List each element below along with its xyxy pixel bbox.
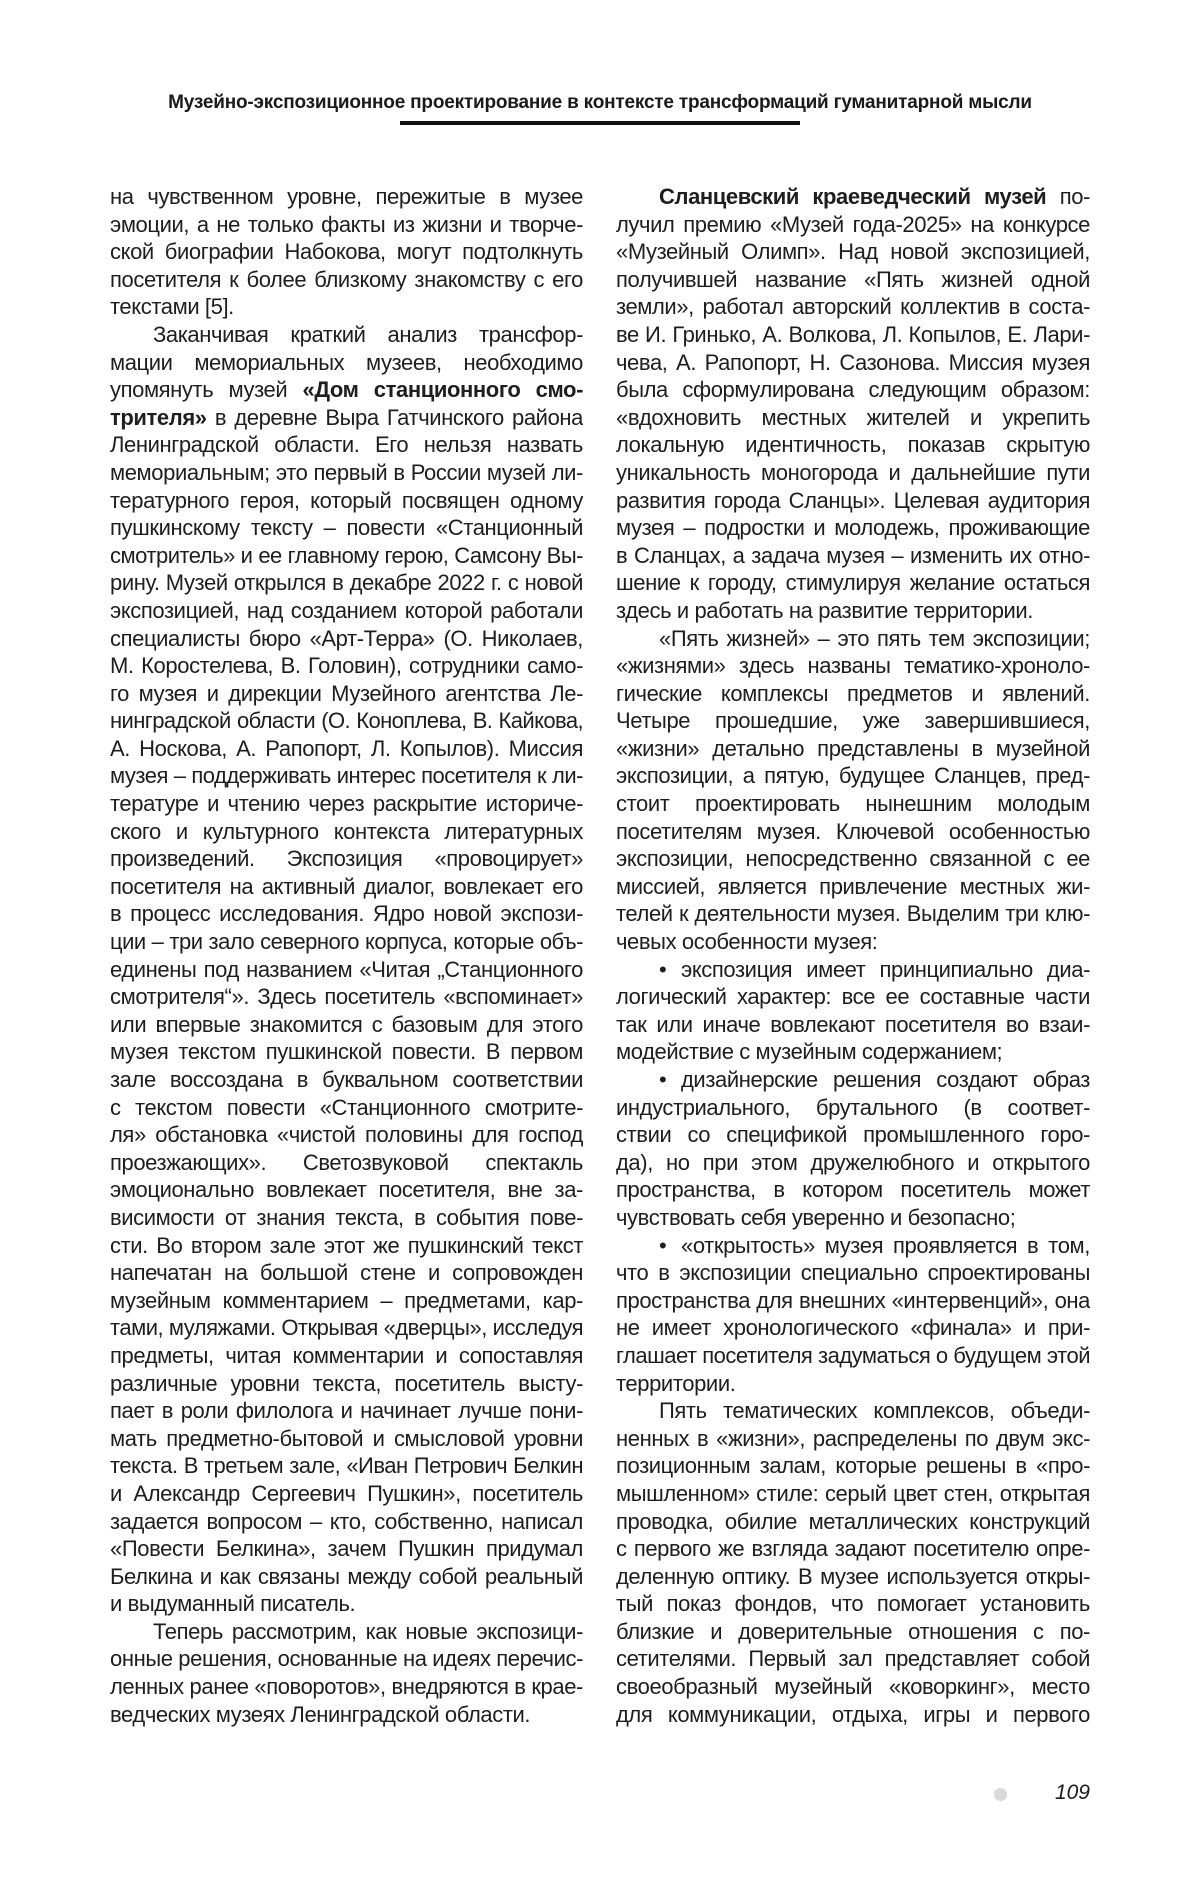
text-line: [616, 1563, 1090, 1591]
line-text: да), но при этом дружелюбного и открытого: [616, 1149, 1090, 1175]
text-line: [616, 211, 1090, 239]
line-text: миссией, является привлечение местных жи-: [616, 873, 1090, 899]
line-text: в процесс исследования. Ядро новой экспози-: [110, 901, 583, 927]
text-line: [616, 459, 1090, 487]
line-text: музея текстом пушкинской повести. В первом: [110, 1039, 583, 1065]
line-text: «вдохновить местных жителей и укрепить: [616, 404, 1090, 430]
line-text: ции – три зало северного корпуса, которые объ-: [110, 929, 583, 955]
text-line: [616, 487, 1090, 515]
running-head: Музейно-экспозиционное проектирование в контексте трансформаций гуманитарной мысли: [168, 92, 1032, 113]
text-line: [110, 487, 583, 515]
text-line: [110, 321, 583, 349]
text-line: [616, 1701, 1090, 1729]
text-line: [110, 1563, 583, 1591]
text-line: [616, 1673, 1090, 1701]
text-line: [616, 1038, 1090, 1066]
line-text: посетителям музея. Ключевой особенностью: [616, 818, 1090, 844]
line-text: индустриального, брутального (в соответ-: [616, 1094, 1090, 1120]
line-text: различные уровни текста, посетитель высту-: [110, 1370, 583, 1396]
line-text: музейным комментарием – предметами, кар-: [110, 1287, 583, 1313]
line-text: Ленинградской области. Его нельзя назвать: [110, 432, 583, 458]
line-text: смотритель» и ее главному герою, Самсону Вы-: [110, 542, 583, 568]
text-line: [616, 762, 1090, 790]
line-text: территории.: [616, 1370, 736, 1396]
bullet-marker: •: [659, 1232, 667, 1258]
text-line: [616, 431, 1090, 459]
bullet-marker: •: [659, 1067, 667, 1092]
line-text: ведческих музеях Ленинградской области.: [110, 1701, 531, 1727]
header-rule: [400, 121, 800, 125]
text-line: [110, 1452, 583, 1480]
text-line: [110, 818, 583, 846]
bullet-marker: •: [659, 956, 667, 982]
line-text: музея – подростки и молодежь, проживающие: [616, 515, 1090, 541]
line-text: упомянуть музей: [110, 377, 303, 403]
text-line: [110, 1535, 583, 1563]
line-text: модействие с музейным содержанием;: [616, 1039, 1003, 1065]
text-line: [110, 266, 583, 294]
line-text: мации мемориальных музеев, необходимо: [110, 349, 583, 375]
line-text: Заканчивая краткий анализ трансфор-: [153, 321, 583, 347]
text-line: [616, 542, 1090, 570]
text-line: [616, 1508, 1090, 1536]
text-line: [110, 569, 583, 597]
line-text: М. Коростелева, В. Головин), сотрудники само-: [110, 653, 583, 679]
bold-text: трителя»: [110, 404, 207, 430]
text-line: [110, 1204, 583, 1232]
text-line: [616, 376, 1090, 404]
text-line: [110, 1038, 583, 1066]
line-text: сетителями. Первый зал представляет собой: [616, 1646, 1090, 1672]
line-text: по-: [1046, 184, 1090, 209]
line-text: единены под названием «Читая „Станционного: [110, 956, 583, 982]
text-line: [616, 1287, 1090, 1315]
line-text: эмоции, а не только факты из жизни и творче-: [110, 211, 583, 237]
line-text: уникальность моногорода и дальнейшие пути: [616, 459, 1090, 485]
line-text: музея – поддерживать интерес посетителя к ли-: [110, 763, 583, 789]
line-text: «Пять жизней» – это пять тем экспозиции;: [659, 625, 1090, 651]
line-text: тературе и чтению через раскрытие историче-: [110, 791, 583, 817]
line-text: напечатан на большой стене и сопровожден: [110, 1260, 583, 1286]
text-line: [616, 1204, 1090, 1232]
line-text: своеобразный музейный «коворкинг», место: [616, 1674, 1090, 1700]
text-line: [110, 1066, 583, 1094]
text-line: [616, 1370, 1090, 1398]
text-line: [110, 1314, 583, 1342]
text-line: [616, 1149, 1090, 1177]
line-text: проводка, обилие металлических конструкций: [616, 1508, 1090, 1534]
text-line: [616, 266, 1090, 294]
text-line: [616, 1535, 1090, 1563]
line-text: ве И. Гринько, А. Волкова, Л. Копылов, Е. Лари-: [616, 321, 1090, 347]
text-line: [616, 845, 1090, 873]
text-line: [110, 762, 583, 790]
text-line: [616, 293, 1090, 321]
line-text: телей к деятельности музея. Выделим три клю-: [616, 901, 1090, 927]
line-text: чева, А. Рапопорт, Н. Сазонова. Миссия музея: [616, 349, 1090, 375]
line-text: экспозиции, а пятую, будущее Сланцев, пред-: [616, 763, 1090, 789]
text-line: [110, 349, 583, 377]
line-text: посетителя на активный диалог, вовлекает его: [110, 873, 583, 899]
line-text: пространства для внешних «интервенций», она: [616, 1287, 1090, 1313]
text-line: [110, 1342, 583, 1370]
text-line: [110, 735, 583, 763]
text-line: [110, 1011, 583, 1039]
text-line: [616, 707, 1090, 735]
line-text: с первого же взгляда задают посетителю опре-: [616, 1536, 1090, 1562]
line-text: что в экспозиции специально спроектированы: [616, 1260, 1090, 1286]
line-text: пространства, в котором посетитель может: [616, 1177, 1090, 1203]
text-line: [616, 873, 1090, 901]
line-text: висимости от знания текста, в события пове-: [110, 1204, 583, 1230]
text-line: [110, 790, 583, 818]
text-line: [110, 597, 583, 625]
line-text: не имеет хронологического «финала» и при-: [616, 1315, 1090, 1341]
line-text: смотрителя“». Здесь посетитель «вспоминает»: [110, 984, 583, 1010]
text-line: [110, 211, 583, 239]
text-line: [616, 900, 1090, 928]
line-text: тературного героя, который посвящен одному: [110, 487, 583, 513]
line-text: ской биографии Набокова, могут подтолкнуть: [110, 239, 583, 265]
text-line: [110, 1397, 583, 1425]
text-line: [616, 1590, 1090, 1618]
line-text: ствии со спецификой промышленного горо-: [616, 1122, 1090, 1148]
text-line: [110, 873, 583, 901]
text-line: [616, 514, 1090, 542]
line-text: Четыре прошедшие, уже завершившиеся,: [616, 708, 1090, 734]
text-line: [616, 1011, 1090, 1039]
line-text: чувствовать себя уверенно и безопасно;: [616, 1204, 1016, 1230]
line-text: и выдуманный писатель.: [110, 1591, 356, 1617]
line-text: с текстом повести «Станционного смотрите-: [110, 1094, 583, 1120]
text-line: [110, 183, 583, 211]
line-text: в Сланцах, а задача музея – изменить их отно-: [616, 542, 1090, 568]
line-text: «открытость» музея проявляется в том,: [681, 1232, 1090, 1258]
line-text: Пять тематических комплексов, объеди-: [659, 1398, 1090, 1424]
line-text: эмоционально вовлекает посетителя, вне за-: [110, 1177, 583, 1203]
text-line: [616, 1452, 1090, 1480]
text-line: [616, 238, 1090, 266]
text-line: [616, 1480, 1090, 1508]
line-text: гические комплексы предметов и явлений.: [616, 680, 1090, 706]
text-line: [616, 1094, 1090, 1122]
line-text: стоит проектировать нынешним молодым: [616, 791, 1090, 817]
line-text: для коммуникации, отдыха, игры и первого: [616, 1701, 1090, 1727]
line-text: сти. Во втором зале этот же пушкинский текст: [110, 1232, 583, 1258]
text-line: [110, 1508, 583, 1536]
line-text: экспозиция имеет принципиально диа-: [681, 956, 1090, 982]
text-line: [110, 376, 583, 404]
text-line: [110, 1232, 583, 1260]
text-line: [110, 625, 583, 653]
line-text: Теперь рассмотрим, как новые экспозици-: [153, 1618, 583, 1644]
line-text: нинградской области (О. Коноплева, В. Кайкова,: [110, 708, 583, 734]
line-text: рину. Музей открылся в декабре 2022 г. с новой: [110, 570, 583, 596]
line-text: в деревне Выра Гатчинского района: [206, 404, 583, 430]
text-line: [616, 321, 1090, 349]
line-text: была сформулирована следующим образом:: [616, 377, 1090, 403]
line-text: го музея и дирекции Музейного агентства Ле-: [110, 680, 583, 706]
line-text: экспозиции, непосредственно связанной с ее: [616, 846, 1090, 872]
text-line: [110, 983, 583, 1011]
line-text: «жизни» детально представлены в музейной: [616, 735, 1090, 761]
line-text: здесь и работать на развитие территории.: [616, 597, 1034, 623]
text-line: [110, 1094, 583, 1122]
text-line: [110, 1287, 583, 1315]
page-number: 109: [1054, 1781, 1090, 1804]
text-line: [110, 680, 583, 708]
line-text: текста. В третьем зале, «Иван Петрович Белкин: [110, 1453, 583, 1479]
text-line: [616, 928, 1090, 956]
text-line: [110, 293, 583, 321]
text-line: [110, 431, 583, 459]
line-text: деленную оптику. В музее используется откры-: [616, 1563, 1090, 1589]
text-line: [110, 1121, 583, 1149]
text-line: [110, 1618, 583, 1646]
text-line: [616, 790, 1090, 818]
left-column: [110, 183, 583, 1728]
text-line: [616, 183, 1090, 211]
line-text: ля» обстановка «чистой половины для господ: [110, 1122, 583, 1148]
line-text: и Александр Сергеевич Пушкин», посетитель: [110, 1480, 583, 1506]
text-line: [110, 1701, 583, 1729]
line-text: мышленном» стиле: серый цвет стен, открытая: [616, 1480, 1090, 1506]
text-line: [110, 542, 583, 570]
text-line: [616, 652, 1090, 680]
text-line: [616, 983, 1090, 1011]
line-text: пушкинскому тексту – повести «Станционный: [110, 515, 583, 541]
text-line: [616, 1176, 1090, 1204]
text-line: [616, 1066, 1090, 1094]
text-line: [616, 349, 1090, 377]
line-text: земли», работал авторский коллектив в соста-: [616, 294, 1090, 320]
text-line: [110, 459, 583, 487]
line-text: посетителя к более близкому знакомству с его: [110, 266, 583, 292]
text-line: [616, 956, 1090, 984]
text-line: [616, 1425, 1090, 1453]
line-text: логический характер: все ее составные части: [616, 984, 1090, 1010]
line-text: дизайнерские решения создают образ: [681, 1067, 1090, 1092]
line-text: ленных ранее «поворотов», внедряются в крае-: [110, 1674, 583, 1700]
right-column: [616, 183, 1090, 1728]
line-text: локальную идентичность, показав скрытую: [616, 432, 1090, 458]
text-line: [616, 597, 1090, 625]
line-text: мемориальным; это первый в России музей ли-: [110, 459, 583, 485]
text-line: [110, 1480, 583, 1508]
line-text: А. Носкова, А. Рапопорт, Л. Копылов). Миссия: [110, 735, 583, 761]
text-line: [616, 1618, 1090, 1646]
text-line: [616, 404, 1090, 432]
line-text: «Музейный Олимп». Над новой экспозицией,: [616, 239, 1090, 265]
line-text: мать предметно-бытовой и смысловой уровни: [110, 1425, 583, 1451]
line-text: близкие и доверительные отношения с по-: [616, 1618, 1090, 1644]
text-line: [110, 707, 583, 735]
text-line: [110, 845, 583, 873]
line-text: тый показ фондов, что помогает установить: [616, 1591, 1090, 1617]
line-text: лучил премию «Музей года-2025» на конкурсе: [616, 211, 1090, 237]
line-text: Белкина и как связаны между собой реальный: [110, 1563, 583, 1589]
text-line: [110, 238, 583, 266]
text-line: [110, 1590, 583, 1618]
text-line: [616, 735, 1090, 763]
bold-text: «Дом станционного смо-: [302, 377, 583, 403]
text-line: [110, 514, 583, 542]
text-line: [110, 1425, 583, 1453]
text-line: [616, 1314, 1090, 1342]
text-line: [616, 1397, 1090, 1425]
page-dot-ornament: [994, 1788, 1007, 1801]
line-text: «Повести Белкина», зачем Пушкин придумал: [110, 1536, 583, 1562]
line-text: произведений. Экспозиция «провоцирует»: [110, 846, 583, 872]
text-line: [110, 1259, 583, 1287]
line-text: или впервые знакомится с базовым для этого: [110, 1011, 583, 1037]
line-text: тами, муляжами. Открывая «дверцы», исследуя: [110, 1315, 583, 1341]
text-line: [616, 1259, 1090, 1287]
text-line: [110, 1149, 583, 1177]
text-line: [110, 652, 583, 680]
line-text: специалисты бюро «Арт-Терра» (О. Николаев,: [110, 625, 583, 651]
text-line: [110, 1176, 583, 1204]
text-line: [616, 1121, 1090, 1149]
line-text: зале воссоздана в буквальном соответствии: [110, 1067, 583, 1092]
line-text: позиционным залам, которые решены в «про-: [616, 1453, 1090, 1479]
text-line: [616, 1342, 1090, 1370]
text-line: [110, 900, 583, 928]
line-text: предметы, читая комментарии и сопоставляя: [110, 1342, 583, 1368]
text-line: [616, 1232, 1090, 1260]
line-text: развития города Сланцы». Целевая аудитория: [616, 487, 1090, 513]
line-text: ненных в «жизни», распределены по двум экс-: [616, 1425, 1090, 1451]
text-line: [110, 928, 583, 956]
line-text: шение к городу, стимулируя желание остаться: [616, 570, 1090, 596]
text-line: [110, 1645, 583, 1673]
line-text: текстами [5].: [110, 294, 234, 320]
line-text: экспозицией, над созданием которой работали: [110, 597, 583, 623]
line-text: задается вопросом – кто, собственно, написал: [110, 1508, 583, 1534]
text-line: [616, 1645, 1090, 1673]
text-line: [616, 680, 1090, 708]
text-line: [110, 404, 583, 432]
line-text: ского и культурного контекста литературных: [110, 818, 583, 844]
line-text: «жизнями» здесь названы тематико-хроноло-: [616, 653, 1090, 679]
text-line: [110, 1370, 583, 1398]
text-line: [110, 1673, 583, 1701]
line-text: пает в роли филолога и начинает лучше пони-: [110, 1398, 583, 1424]
line-text: онные решения, основанные на идеях перечис-: [110, 1646, 583, 1672]
line-text: чевых особенности музея:: [616, 929, 878, 955]
text-line: [616, 625, 1090, 653]
line-text: проезжающих». Светозвуковой спектакль: [110, 1149, 583, 1175]
line-text: получившей название «Пять жизней одной: [616, 266, 1090, 292]
text-line: [616, 818, 1090, 846]
line-text: на чувственном уровне, пережитые в музее: [110, 184, 583, 209]
line-text: так или иначе вовлекают посетителя во взаи-: [616, 1011, 1090, 1037]
text-line: [616, 569, 1090, 597]
line-text: глашает посетителя задуматься о будущем этой: [616, 1342, 1090, 1368]
bold-text: Сланцевский краеведческий музей: [659, 184, 1047, 209]
text-line: [110, 956, 583, 984]
